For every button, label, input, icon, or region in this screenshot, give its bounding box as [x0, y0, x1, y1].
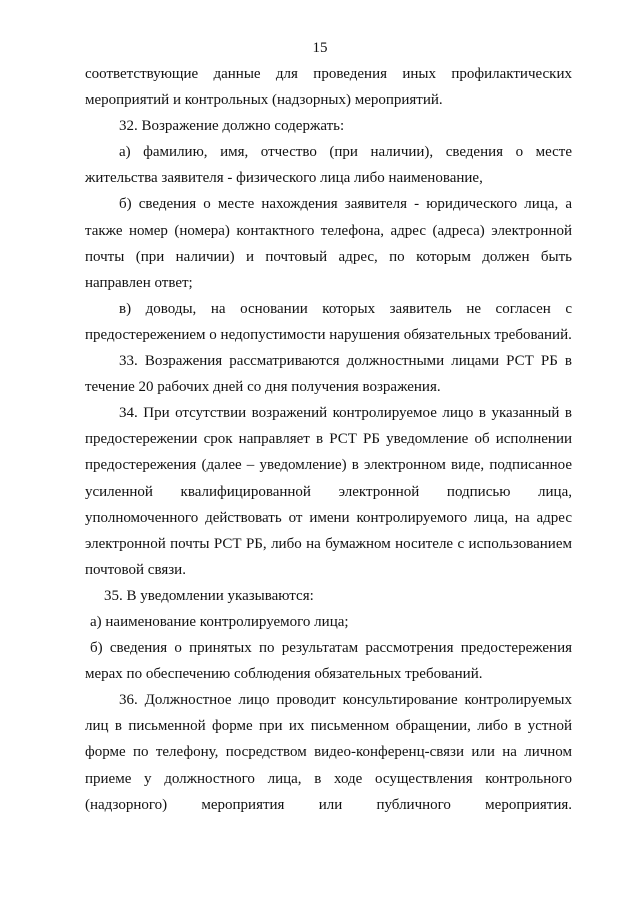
paragraph-36: 36. Должностное лицо проводит консультирование контролируемых лиц в письменной форме при их письменном обращении, либо в устной форме по телефону, посредством видео-конференц-связи или на личном приеме у должностного лица, в ходе осуществления контрольного (надзорного) мероприятия или публичного мероприятия.	[85, 692, 572, 813]
paragraph-32: 32. Возражение должно содержать:	[119, 118, 345, 135]
paragraph-32-c: в) доводы, на основании которых заявитель не согласен с предостережением о недопустимости нарушения обязательных требований.	[85, 300, 572, 343]
paragraph-continuation: соответствующие данные для проведения иных профилактических мероприятий и контрольных (надзорных) мероприятий.	[85, 66, 572, 109]
paragraph-34: 34. При отсутствии возражений контролируемое лицо в указанный в предостережении срок направляет в РСТ РБ уведомление об исполнении предостережения (далее – уведомление) в электронном виде, подписанное усиленной квалифицированной электронной подписью лица, уполномоченного действовать от имени контролируемого лица, на адрес электронной почты РСТ РБ, либо на бумажном носителе с использованием почтовой связи.	[85, 405, 572, 578]
paragraph-33: 33. Возражения рассматриваются должностными лицами РСТ РБ в течение 20 рабочих дней со дня получения возражения.	[85, 353, 572, 396]
paragraph-32-b: б) сведения о месте нахождения заявителя - юридического лица, а также номер (номера) контактного телефона, адрес (адреса) электронной почты (при наличии) и почтовый адрес, по которым должен быть направлен ответ;	[85, 196, 572, 291]
paragraph-35-b: б) сведения о принятых по результатам рассмотрения предостережения мерах по обеспечению соблюдения обязательных требований.	[85, 640, 572, 683]
paragraph-32-a: а) фамилию, имя, отчество (при наличии), сведения о месте жительства заявителя - физического лица либо наименование,	[85, 144, 572, 187]
document-body	[85, 61, 572, 818]
paragraph-35: 35. В уведомлении указываются:	[104, 587, 314, 604]
page-number: 15	[312, 40, 328, 56]
paragraph-35-a: а) наименование контролируемого лица;	[90, 613, 349, 630]
